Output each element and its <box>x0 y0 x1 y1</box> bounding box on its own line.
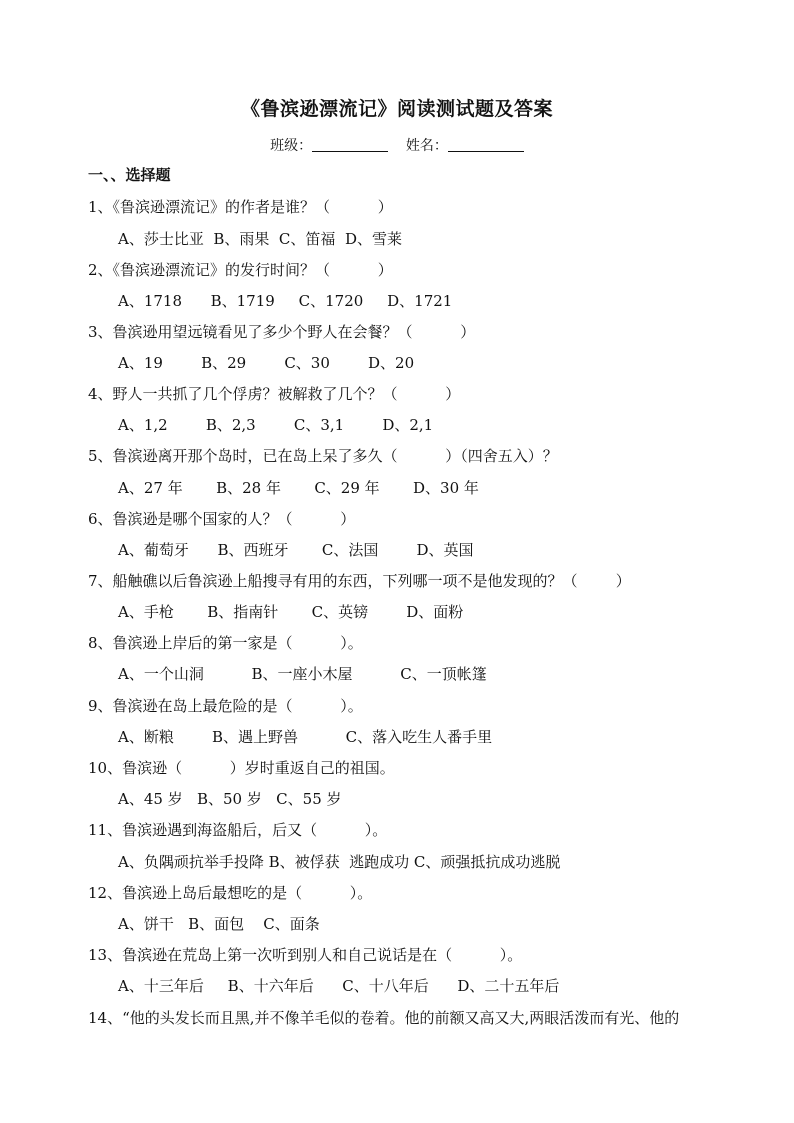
student-info-line <box>0 135 794 155</box>
question-stem: 2、《鲁滨逊漂流记》的发行时间？（ ） <box>88 261 393 279</box>
name-label: 姓名： <box>405 138 448 154</box>
question-options: A、19 B、29 C、30 D、20 <box>118 354 415 372</box>
question-stem: 6、鲁滨逊是哪个国家的人？（ ） <box>88 510 356 528</box>
question-options: A、一个山洞 B、一座小木屋 C、一顶帐篷 <box>118 665 487 683</box>
question-options: A、1718 B、1719 C、1720 D、1721 <box>118 292 453 310</box>
question-stem: 9、鲁滨逊在岛上最危险的是（ ）。 <box>88 697 363 715</box>
question-options: A、手枪 B、指南针 C、英镑 D、面粉 <box>118 603 464 621</box>
section-heading: 一、、选择题 <box>88 166 171 184</box>
question-stem: 3、鲁滨逊用望远镜看见了多少个野人在会餐？（ ） <box>88 323 476 341</box>
question-options: A、十三年后 B、十六年后 C、十八年后 D、二十五年后 <box>118 977 560 995</box>
name-blank[interactable] <box>448 137 524 152</box>
document-title: 《鲁滨逊漂流记》阅读测试题及答案 <box>240 98 553 120</box>
question-stem: 7、船触礁以后鲁滨逊上船搜寻有用的东西，下列哪一项不是他发现的？（ ） <box>88 572 631 590</box>
question-stem: 11、鲁滨逊遇到海盗船后，后又（ ）。 <box>88 821 388 839</box>
question-options: A、断粮 B、遇上野兽 C、落入吃生人番手里 <box>118 728 493 746</box>
question-options: A、27 年 B、28 年 C、29 年 D、30 年 <box>118 479 479 497</box>
question-options: A、饼干 B、面包 C、面条 <box>118 915 320 933</box>
question-stem: 5、鲁滨逊离开那个岛时，已在岛上呆了多久（ ）（四舍五入）？ <box>88 447 558 465</box>
question-options: A、1,2 B、2,3 C、3,1 D、2,1 <box>118 416 434 434</box>
question-stem: 14、“他的头发长而且黑,并不像羊毛似的卷着。他的前额又高又大,两眼活泼而有光、他的 <box>88 1009 680 1027</box>
question-stem: 8、鲁滨逊上岸后的第一家是（ ）。 <box>88 634 363 652</box>
question-stem: 4、野人一共抓了几个俘虏？被解救了几个？（ ） <box>88 385 461 403</box>
class-label: 班级： <box>270 138 313 154</box>
class-blank[interactable] <box>312 137 388 152</box>
question-stem: 13、鲁滨逊在荒岛上第一次听到别人和自己说话是在（ ）。 <box>88 946 523 964</box>
question-stem: 10、鲁滨逊（ ）岁时重返自己的祖国。 <box>88 759 395 777</box>
question-options: A、负隅顽抗举手投降 B、被俘获 逃跑成功 C、顽强抵抗成功逃脱 <box>118 853 561 871</box>
question-stem: 1、《鲁滨逊漂流记》的作者是谁？（ ） <box>88 198 393 216</box>
question-options: A、葡萄牙 B、西班牙 C、法国 D、英国 <box>118 541 474 559</box>
question-options: A、45 岁 B、50 岁 C、55 岁 <box>118 790 342 808</box>
question-options: A、莎士比亚 B、雨果 C、笛福 D、雪莱 <box>118 230 402 248</box>
question-stem: 12、鲁滨逊上岛后最想吃的是（ ）。 <box>88 884 373 902</box>
